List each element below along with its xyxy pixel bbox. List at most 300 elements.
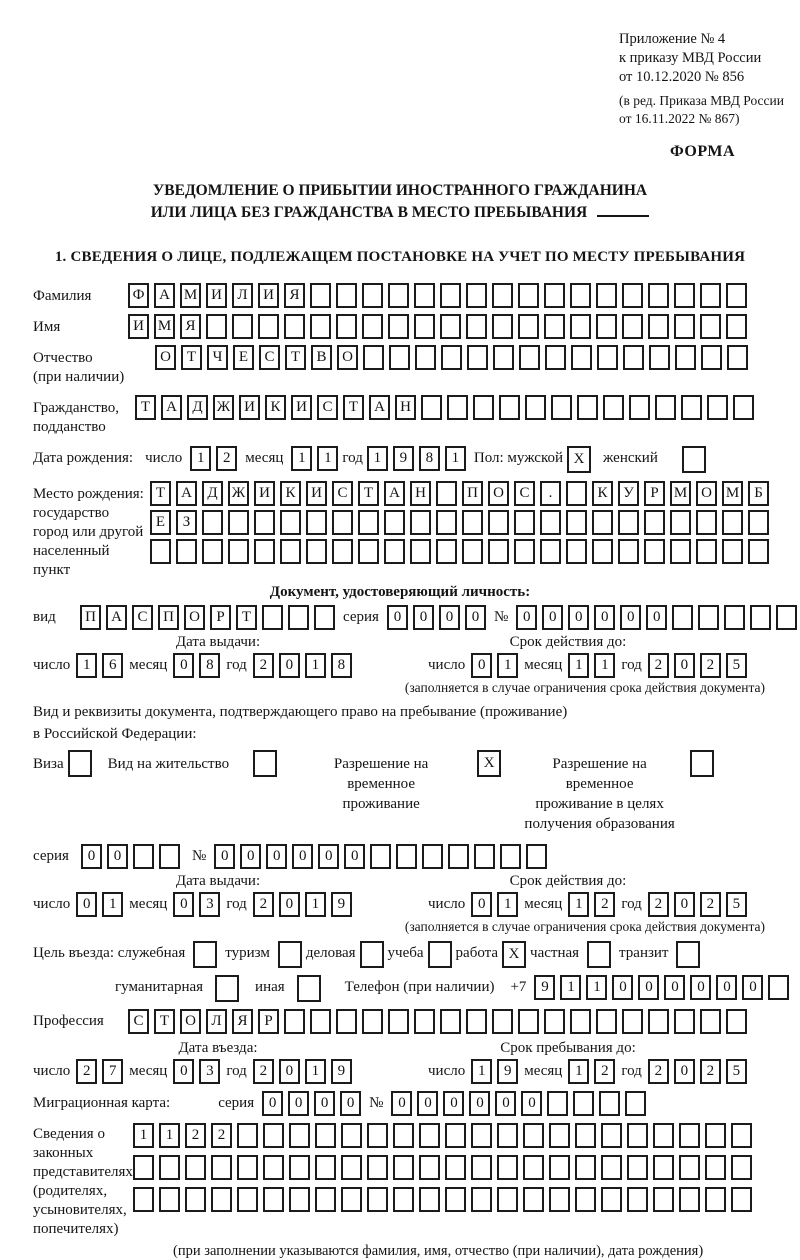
char-cell[interactable]: Ф [128, 283, 149, 308]
char-cell[interactable] [384, 539, 405, 564]
char-cell[interactable]: 8 [199, 653, 220, 678]
char-cell[interactable]: С [514, 481, 535, 506]
char-cell[interactable]: 0 [240, 844, 261, 869]
char-cell[interactable] [462, 510, 483, 535]
char-cell[interactable] [748, 539, 769, 564]
char-cell[interactable]: 1 [367, 446, 388, 471]
char-cell[interactable] [289, 1187, 310, 1212]
char-cell[interactable] [622, 314, 643, 339]
char-cell[interactable] [263, 1155, 284, 1180]
char-cell[interactable]: 2 [594, 1059, 615, 1084]
char-cell[interactable] [493, 345, 514, 370]
char-cell[interactable]: 1 [497, 653, 518, 678]
char-cell[interactable] [625, 1091, 646, 1116]
char-cell[interactable]: 2 [700, 892, 721, 917]
char-cell[interactable] [466, 314, 487, 339]
char-cell[interactable] [445, 1187, 466, 1212]
char-cell[interactable] [436, 510, 457, 535]
char-cell[interactable]: Н [410, 481, 431, 506]
char-cell[interactable]: 0 [391, 1091, 412, 1116]
char-cell[interactable] [362, 314, 383, 339]
char-cell[interactable] [410, 539, 431, 564]
char-cell[interactable]: 1 [497, 892, 518, 917]
char-cell[interactable]: 0 [542, 605, 563, 630]
char-cell[interactable] [599, 1091, 620, 1116]
char-cell[interactable]: 0 [417, 1091, 438, 1116]
char-cell[interactable]: И [258, 283, 279, 308]
char-cell[interactable] [525, 395, 546, 420]
char-cell[interactable]: 0 [612, 975, 633, 1000]
char-cell[interactable] [436, 481, 457, 506]
char-cell[interactable]: 1 [291, 446, 312, 471]
char-cell[interactable] [776, 605, 797, 630]
char-cell[interactable]: 0 [646, 605, 667, 630]
char-cell[interactable] [393, 1123, 414, 1148]
char-cell[interactable]: 0 [288, 1091, 309, 1116]
char-cell[interactable] [393, 1187, 414, 1212]
char-cell[interactable] [341, 1187, 362, 1212]
char-cell[interactable]: О [155, 345, 176, 370]
char-cell[interactable] [674, 314, 695, 339]
char-cell[interactable] [768, 975, 789, 1000]
char-cell[interactable] [388, 1009, 409, 1034]
char-cell[interactable]: П [158, 605, 179, 630]
char-cell[interactable]: 1 [568, 1059, 589, 1084]
char-cell[interactable] [571, 345, 592, 370]
char-cell[interactable] [315, 1187, 336, 1212]
char-cell[interactable]: 0 [318, 844, 339, 869]
char-cell[interactable] [629, 395, 650, 420]
char-cell[interactable]: 2 [648, 653, 669, 678]
char-cell[interactable] [733, 395, 754, 420]
char-cell[interactable] [653, 1187, 674, 1212]
char-cell[interactable] [518, 1009, 539, 1034]
char-cell[interactable]: 5 [726, 653, 747, 678]
char-cell[interactable]: Н [395, 395, 416, 420]
char-cell[interactable] [547, 1091, 568, 1116]
char-cell[interactable]: 9 [331, 1059, 352, 1084]
char-cell[interactable] [289, 1123, 310, 1148]
char-cell[interactable]: С [317, 395, 338, 420]
char-cell[interactable]: 0 [173, 892, 194, 917]
char-cell[interactable] [601, 1123, 622, 1148]
char-cell[interactable]: М [670, 481, 691, 506]
char-cell[interactable] [419, 1155, 440, 1180]
char-cell[interactable]: М [722, 481, 743, 506]
char-cell[interactable]: А [369, 395, 390, 420]
char-cell[interactable]: . [540, 481, 561, 506]
char-cell[interactable]: 2 [253, 653, 274, 678]
char-cell[interactable]: 1 [586, 975, 607, 1000]
char-cell[interactable]: Я [180, 314, 201, 339]
char-cell[interactable]: 9 [497, 1059, 518, 1084]
char-cell[interactable] [332, 510, 353, 535]
char-cell[interactable]: 9 [393, 446, 414, 471]
char-cell[interactable]: А [176, 481, 197, 506]
char-cell[interactable] [726, 314, 747, 339]
char-cell[interactable]: 2 [648, 1059, 669, 1084]
char-cell[interactable] [750, 605, 771, 630]
char-cell[interactable] [497, 1123, 518, 1148]
char-cell[interactable] [523, 1123, 544, 1148]
char-cell[interactable]: Л [232, 283, 253, 308]
char-cell[interactable]: 0 [344, 844, 365, 869]
char-cell[interactable]: 1 [159, 1123, 180, 1148]
char-cell[interactable] [497, 1155, 518, 1180]
char-cell[interactable] [68, 750, 92, 777]
char-cell[interactable] [573, 1091, 594, 1116]
char-cell[interactable] [215, 975, 239, 1002]
char-cell[interactable] [544, 1009, 565, 1034]
char-cell[interactable] [549, 1123, 570, 1148]
char-cell[interactable] [410, 510, 431, 535]
char-cell[interactable]: 8 [419, 446, 440, 471]
char-cell[interactable]: 0 [314, 1091, 335, 1116]
char-cell[interactable] [545, 345, 566, 370]
char-cell[interactable]: 5 [726, 892, 747, 917]
char-cell[interactable] [488, 510, 509, 535]
char-cell[interactable] [237, 1187, 258, 1212]
char-cell[interactable] [176, 539, 197, 564]
char-cell[interactable] [360, 941, 384, 968]
char-cell[interactable] [497, 1187, 518, 1212]
char-cell[interactable] [727, 345, 748, 370]
char-cell[interactable]: Ж [228, 481, 249, 506]
char-cell[interactable] [698, 605, 719, 630]
char-cell[interactable] [159, 844, 180, 869]
char-cell[interactable] [623, 345, 644, 370]
char-cell[interactable] [644, 539, 665, 564]
char-cell[interactable] [705, 1123, 726, 1148]
char-cell[interactable] [627, 1123, 648, 1148]
char-cell[interactable] [228, 539, 249, 564]
char-cell[interactable] [627, 1187, 648, 1212]
char-cell[interactable] [627, 1155, 648, 1180]
char-cell[interactable]: О [180, 1009, 201, 1034]
char-cell[interactable]: 6 [102, 653, 123, 678]
char-cell[interactable]: О [337, 345, 358, 370]
char-cell[interactable]: А [106, 605, 127, 630]
char-cell[interactable]: 0 [76, 892, 97, 917]
char-cell[interactable] [367, 1155, 388, 1180]
char-cell[interactable] [133, 844, 154, 869]
char-cell[interactable]: 0 [262, 1091, 283, 1116]
char-cell[interactable] [436, 539, 457, 564]
char-cell[interactable]: 7 [102, 1059, 123, 1084]
char-cell[interactable]: 0 [214, 844, 235, 869]
char-cell[interactable]: 2 [594, 892, 615, 917]
char-cell[interactable]: Т [135, 395, 156, 420]
char-cell[interactable]: 8 [331, 653, 352, 678]
char-cell[interactable] [202, 539, 223, 564]
char-cell[interactable]: 0 [173, 653, 194, 678]
char-cell[interactable] [672, 605, 693, 630]
char-cell[interactable] [700, 314, 721, 339]
char-cell[interactable]: 3 [199, 1059, 220, 1084]
char-cell[interactable] [258, 314, 279, 339]
char-cell[interactable] [653, 1123, 674, 1148]
char-cell[interactable] [696, 539, 717, 564]
char-cell[interactable] [367, 1123, 388, 1148]
char-cell[interactable]: 0 [81, 844, 102, 869]
char-cell[interactable]: 0 [516, 605, 537, 630]
char-cell[interactable]: О [696, 481, 717, 506]
char-cell[interactable] [393, 1155, 414, 1180]
char-cell[interactable] [544, 314, 565, 339]
char-cell[interactable]: 0 [413, 605, 434, 630]
char-cell[interactable] [566, 539, 587, 564]
char-cell[interactable] [445, 1155, 466, 1180]
char-cell[interactable] [288, 605, 309, 630]
char-cell[interactable]: Т [181, 345, 202, 370]
char-cell[interactable] [232, 314, 253, 339]
char-cell[interactable] [570, 314, 591, 339]
char-cell[interactable]: Д [202, 481, 223, 506]
char-cell[interactable] [336, 314, 357, 339]
char-cell[interactable]: 9 [534, 975, 555, 1000]
char-cell[interactable] [690, 750, 714, 777]
char-cell[interactable] [726, 1009, 747, 1034]
char-cell[interactable] [310, 1009, 331, 1034]
char-cell[interactable] [514, 510, 535, 535]
char-cell[interactable] [648, 283, 669, 308]
char-cell[interactable] [471, 1155, 492, 1180]
char-cell[interactable] [447, 395, 468, 420]
char-cell[interactable] [726, 283, 747, 308]
char-cell[interactable]: 1 [133, 1123, 154, 1148]
char-cell[interactable] [705, 1187, 726, 1212]
char-cell[interactable]: 0 [664, 975, 685, 1000]
char-cell[interactable] [471, 1187, 492, 1212]
char-cell[interactable] [185, 1155, 206, 1180]
char-cell[interactable]: Д [187, 395, 208, 420]
char-cell[interactable] [622, 1009, 643, 1034]
char-cell[interactable] [462, 539, 483, 564]
char-cell[interactable]: Т [285, 345, 306, 370]
char-cell[interactable] [262, 605, 283, 630]
char-cell[interactable]: 0 [568, 605, 589, 630]
char-cell[interactable]: Р [644, 481, 665, 506]
char-cell[interactable]: 1 [190, 446, 211, 471]
char-cell[interactable] [707, 395, 728, 420]
char-cell[interactable] [596, 1009, 617, 1034]
char-cell[interactable]: Т [154, 1009, 175, 1034]
char-cell[interactable] [253, 750, 277, 777]
char-cell[interactable]: И [206, 283, 227, 308]
char-cell[interactable] [310, 314, 331, 339]
char-cell[interactable] [211, 1187, 232, 1212]
char-cell[interactable]: 0 [638, 975, 659, 1000]
char-cell[interactable] [648, 314, 669, 339]
char-cell[interactable]: 0 [471, 892, 492, 917]
char-cell[interactable] [518, 314, 539, 339]
char-cell[interactable]: 1 [594, 653, 615, 678]
char-cell[interactable] [440, 314, 461, 339]
char-cell[interactable]: С [128, 1009, 149, 1034]
char-cell[interactable] [159, 1187, 180, 1212]
char-cell[interactable]: Т [343, 395, 364, 420]
char-cell[interactable]: 0 [173, 1059, 194, 1084]
char-cell[interactable]: Р [210, 605, 231, 630]
char-cell[interactable] [185, 1187, 206, 1212]
char-cell[interactable]: 2 [253, 892, 274, 917]
char-cell[interactable]: X [567, 446, 591, 473]
char-cell[interactable] [566, 510, 587, 535]
char-cell[interactable] [415, 345, 436, 370]
char-cell[interactable] [396, 844, 417, 869]
char-cell[interactable] [566, 481, 587, 506]
char-cell[interactable] [362, 283, 383, 308]
char-cell[interactable] [601, 1155, 622, 1180]
char-cell[interactable]: А [154, 283, 175, 308]
char-cell[interactable]: С [332, 481, 353, 506]
char-cell[interactable]: И [254, 481, 275, 506]
char-cell[interactable] [540, 510, 561, 535]
char-cell[interactable]: 1 [305, 1059, 326, 1084]
char-cell[interactable] [655, 395, 676, 420]
char-cell[interactable]: 1 [305, 892, 326, 917]
char-cell[interactable]: И [128, 314, 149, 339]
char-cell[interactable] [388, 283, 409, 308]
char-cell[interactable]: 0 [674, 892, 695, 917]
char-cell[interactable] [314, 605, 335, 630]
char-cell[interactable]: 2 [76, 1059, 97, 1084]
char-cell[interactable] [419, 1123, 440, 1148]
char-cell[interactable] [670, 539, 691, 564]
char-cell[interactable]: X [502, 941, 526, 968]
char-cell[interactable]: 2 [700, 1059, 721, 1084]
char-cell[interactable] [297, 975, 321, 1002]
char-cell[interactable] [679, 1155, 700, 1180]
char-cell[interactable] [649, 345, 670, 370]
char-cell[interactable]: 0 [279, 892, 300, 917]
char-cell[interactable] [670, 510, 691, 535]
char-cell[interactable] [549, 1155, 570, 1180]
char-cell[interactable] [544, 283, 565, 308]
char-cell[interactable] [159, 1155, 180, 1180]
char-cell[interactable] [570, 1009, 591, 1034]
char-cell[interactable]: И [291, 395, 312, 420]
char-cell[interactable] [280, 539, 301, 564]
char-cell[interactable] [596, 314, 617, 339]
char-cell[interactable]: Е [233, 345, 254, 370]
char-cell[interactable] [575, 1187, 596, 1212]
char-cell[interactable] [289, 1155, 310, 1180]
char-cell[interactable] [133, 1155, 154, 1180]
char-cell[interactable] [280, 510, 301, 535]
char-cell[interactable] [523, 1155, 544, 1180]
char-cell[interactable]: 0 [465, 605, 486, 630]
char-cell[interactable]: 1 [445, 446, 466, 471]
char-cell[interactable]: 0 [674, 1059, 695, 1084]
char-cell[interactable] [358, 510, 379, 535]
char-cell[interactable] [254, 539, 275, 564]
char-cell[interactable] [603, 395, 624, 420]
char-cell[interactable] [592, 510, 613, 535]
char-cell[interactable] [587, 941, 611, 968]
char-cell[interactable]: 0 [387, 605, 408, 630]
char-cell[interactable]: 0 [292, 844, 313, 869]
char-cell[interactable] [731, 1155, 752, 1180]
char-cell[interactable] [367, 1187, 388, 1212]
char-cell[interactable] [193, 941, 217, 968]
char-cell[interactable] [731, 1187, 752, 1212]
char-cell[interactable]: 1 [568, 653, 589, 678]
char-cell[interactable]: 0 [742, 975, 763, 1000]
char-cell[interactable] [422, 844, 443, 869]
char-cell[interactable] [211, 1155, 232, 1180]
char-cell[interactable]: 0 [594, 605, 615, 630]
char-cell[interactable] [575, 1123, 596, 1148]
char-cell[interactable]: 2 [216, 446, 237, 471]
char-cell[interactable] [570, 283, 591, 308]
char-cell[interactable]: У [618, 481, 639, 506]
char-cell[interactable] [228, 510, 249, 535]
char-cell[interactable] [724, 605, 745, 630]
char-cell[interactable] [596, 283, 617, 308]
char-cell[interactable] [644, 510, 665, 535]
char-cell[interactable]: 2 [185, 1123, 206, 1148]
char-cell[interactable] [237, 1123, 258, 1148]
char-cell[interactable] [332, 539, 353, 564]
char-cell[interactable]: 1 [102, 892, 123, 917]
char-cell[interactable] [748, 510, 769, 535]
char-cell[interactable] [682, 446, 706, 473]
char-cell[interactable]: 0 [279, 653, 300, 678]
char-cell[interactable] [362, 1009, 383, 1034]
char-cell[interactable] [363, 345, 384, 370]
char-cell[interactable] [306, 539, 327, 564]
char-cell[interactable]: Т [358, 481, 379, 506]
char-cell[interactable]: 0 [439, 605, 460, 630]
char-cell[interactable]: К [280, 481, 301, 506]
char-cell[interactable]: И [239, 395, 260, 420]
char-cell[interactable] [315, 1155, 336, 1180]
char-cell[interactable]: З [176, 510, 197, 535]
char-cell[interactable] [414, 1009, 435, 1034]
char-cell[interactable] [474, 844, 495, 869]
char-cell[interactable] [523, 1187, 544, 1212]
char-cell[interactable]: 9 [331, 892, 352, 917]
char-cell[interactable]: И [306, 481, 327, 506]
char-cell[interactable] [284, 314, 305, 339]
char-cell[interactable]: 0 [279, 1059, 300, 1084]
char-cell[interactable] [466, 1009, 487, 1034]
char-cell[interactable]: Т [150, 481, 171, 506]
char-cell[interactable]: 1 [471, 1059, 492, 1084]
char-cell[interactable]: Я [232, 1009, 253, 1034]
char-cell[interactable] [674, 1009, 695, 1034]
char-cell[interactable]: 1 [568, 892, 589, 917]
char-cell[interactable]: К [592, 481, 613, 506]
char-cell[interactable] [414, 314, 435, 339]
char-cell[interactable] [705, 1155, 726, 1180]
char-cell[interactable] [473, 395, 494, 420]
char-cell[interactable] [648, 1009, 669, 1034]
char-cell[interactable]: X [477, 750, 501, 777]
char-cell[interactable] [681, 395, 702, 420]
char-cell[interactable] [202, 510, 223, 535]
char-cell[interactable] [254, 510, 275, 535]
char-cell[interactable]: 2 [211, 1123, 232, 1148]
char-cell[interactable] [514, 539, 535, 564]
char-cell[interactable]: 0 [716, 975, 737, 1000]
char-cell[interactable] [336, 1009, 357, 1034]
char-cell[interactable] [336, 283, 357, 308]
char-cell[interactable] [133, 1187, 154, 1212]
char-cell[interactable] [440, 1009, 461, 1034]
char-cell[interactable] [388, 314, 409, 339]
